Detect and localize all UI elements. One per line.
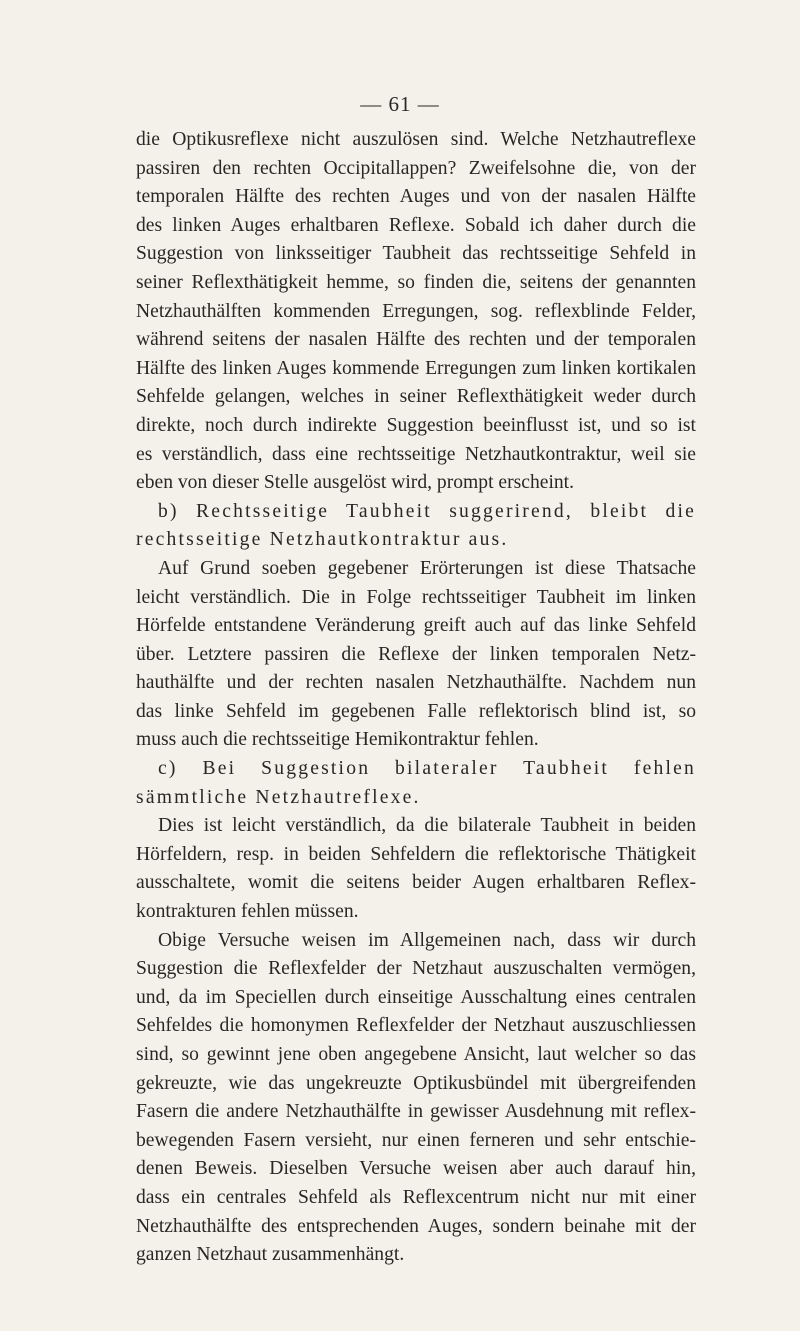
text-line: das linke Sehfeld im gegebenen Falle reflektorisch blind ist, so	[136, 700, 696, 722]
text-line: Dies ist leicht verständlich, da die bilaterale Taubheit in beiden	[158, 815, 696, 837]
text-line: des linken Auges erhaltbaren Reflexe. Sobald ich daher durch die	[136, 214, 696, 236]
text-line: die Optikusreflexe nicht auszulösen sind. Welche Netzhautreflexe	[136, 129, 696, 150]
text-line: Suggestion die Reflexfelder der Netzhaut auszuschalten vermögen,	[136, 958, 696, 980]
section-heading-c: c) Bei Suggestion bilateraler Taubheit fehlen	[158, 758, 696, 780]
page-number: — 61 —	[360, 92, 440, 116]
text-line: Netzhauthälften kommenden Erregungen, sog. reflexblinde Felder,	[136, 300, 696, 322]
text-line: während seitens der nasalen Hälfte des rechten und der temporalen	[136, 329, 696, 351]
text-line: über. Letztere passiren die Reflexe der linken temporalen Netz-	[136, 643, 696, 665]
text-line: muss auch die rechtsseitige Hemikontraktur fehlen.	[136, 729, 539, 751]
text-line: es verständlich, dass eine rechtsseitige Netzhautkontraktur, weil sie	[136, 443, 696, 465]
section-heading-b-continued: rechtsseitige Netzhautkontraktur aus.	[136, 529, 509, 551]
text-line: Hörfeldern, resp. in beiden Sehfeldern die reflektorische Thätigkeit	[136, 843, 696, 865]
text-line: ausschaltete, womit die seitens beider Augen erhaltbaren Reflex-	[136, 872, 696, 894]
text-line: direkte, noch durch indirekte Suggestion beeinflusst ist, und so ist	[136, 414, 696, 436]
text-line: Netzhauthälfte des entsprechenden Auges, sondern beinahe mit der	[136, 1215, 696, 1237]
text-line: hauthälfte und der rechten nasalen Netzhauthälfte. Nachdem nun	[136, 672, 696, 694]
text-line: bewegenden Fasern versieht, nur einen ferneren und sehr entschie-	[136, 1129, 696, 1151]
text-line: leicht verständlich. Die in Folge rechtsseitiger Taubheit im linken	[136, 586, 696, 608]
text-line: ganzen Netzhaut zusammenhängt.	[136, 1244, 405, 1266]
text-line: sind, so gewinnt jene oben angegebene Ansicht, laut welcher so das	[136, 1044, 696, 1065]
text-line: Sehfelde gelangen, welches in seiner Reflexthätigkeit weder durch	[136, 386, 696, 408]
text-line: dass ein centrales Sehfeld als Reflexcentrum nicht nur mit einer	[136, 1186, 696, 1208]
text-line: kontrakturen fehlen müssen.	[136, 901, 359, 923]
text-line: Hörfelde entstandene Veränderung greift auch auf das linke Sehfeld	[136, 615, 696, 637]
text-line: gekreuzte, wie das ungekreuzte Optikusbündel mit übergreifenden	[136, 1072, 696, 1094]
text-line: und, da im Speciellen durch einseitige Ausschaltung eines centralen	[136, 986, 696, 1008]
text-line: Suggestion von linksseitiger Taubheit das rechtsseitige Sehfeld in	[136, 243, 696, 265]
text-line: eben von dieser Stelle ausgelöst wird, prompt erscheint.	[136, 472, 575, 494]
text-line: Obige Versuche weisen im Allgemeinen nach, dass wir durch	[158, 929, 696, 951]
text-line: temporalen Hälfte des rechten Auges und von der nasalen Hälfte	[136, 186, 696, 208]
body-text	[136, 126, 696, 1270]
section-heading-c-continued: sämmtliche Netzhautreflexe.	[136, 786, 421, 808]
text-line: Fasern die andere Netzhauthälfte in gewisser Ausdehnung mit reflex-	[136, 1101, 696, 1123]
text-line: seiner Reflexthätigkeit hemme, so finden die, seitens der genannten	[136, 271, 696, 293]
section-heading-b: b) Rechtsseitige Taubheit suggerirend, bleibt die	[158, 500, 696, 522]
text-line: passiren den rechten Occipitallappen? Zweifelsohne die, von der	[136, 157, 696, 179]
text-line: Hälfte des linken Auges kommende Erregungen zum linken kortikalen	[136, 357, 696, 379]
text-line: denen Beweis. Dieselben Versuche weisen aber auch darauf hin,	[136, 1158, 696, 1180]
text-line: Auf Grund soeben gegebener Erörterungen ist diese Thatsache	[158, 557, 696, 579]
text-line: Sehfeldes die homonymen Reflexfelder der Netzhaut auszuschliessen	[136, 1015, 696, 1037]
